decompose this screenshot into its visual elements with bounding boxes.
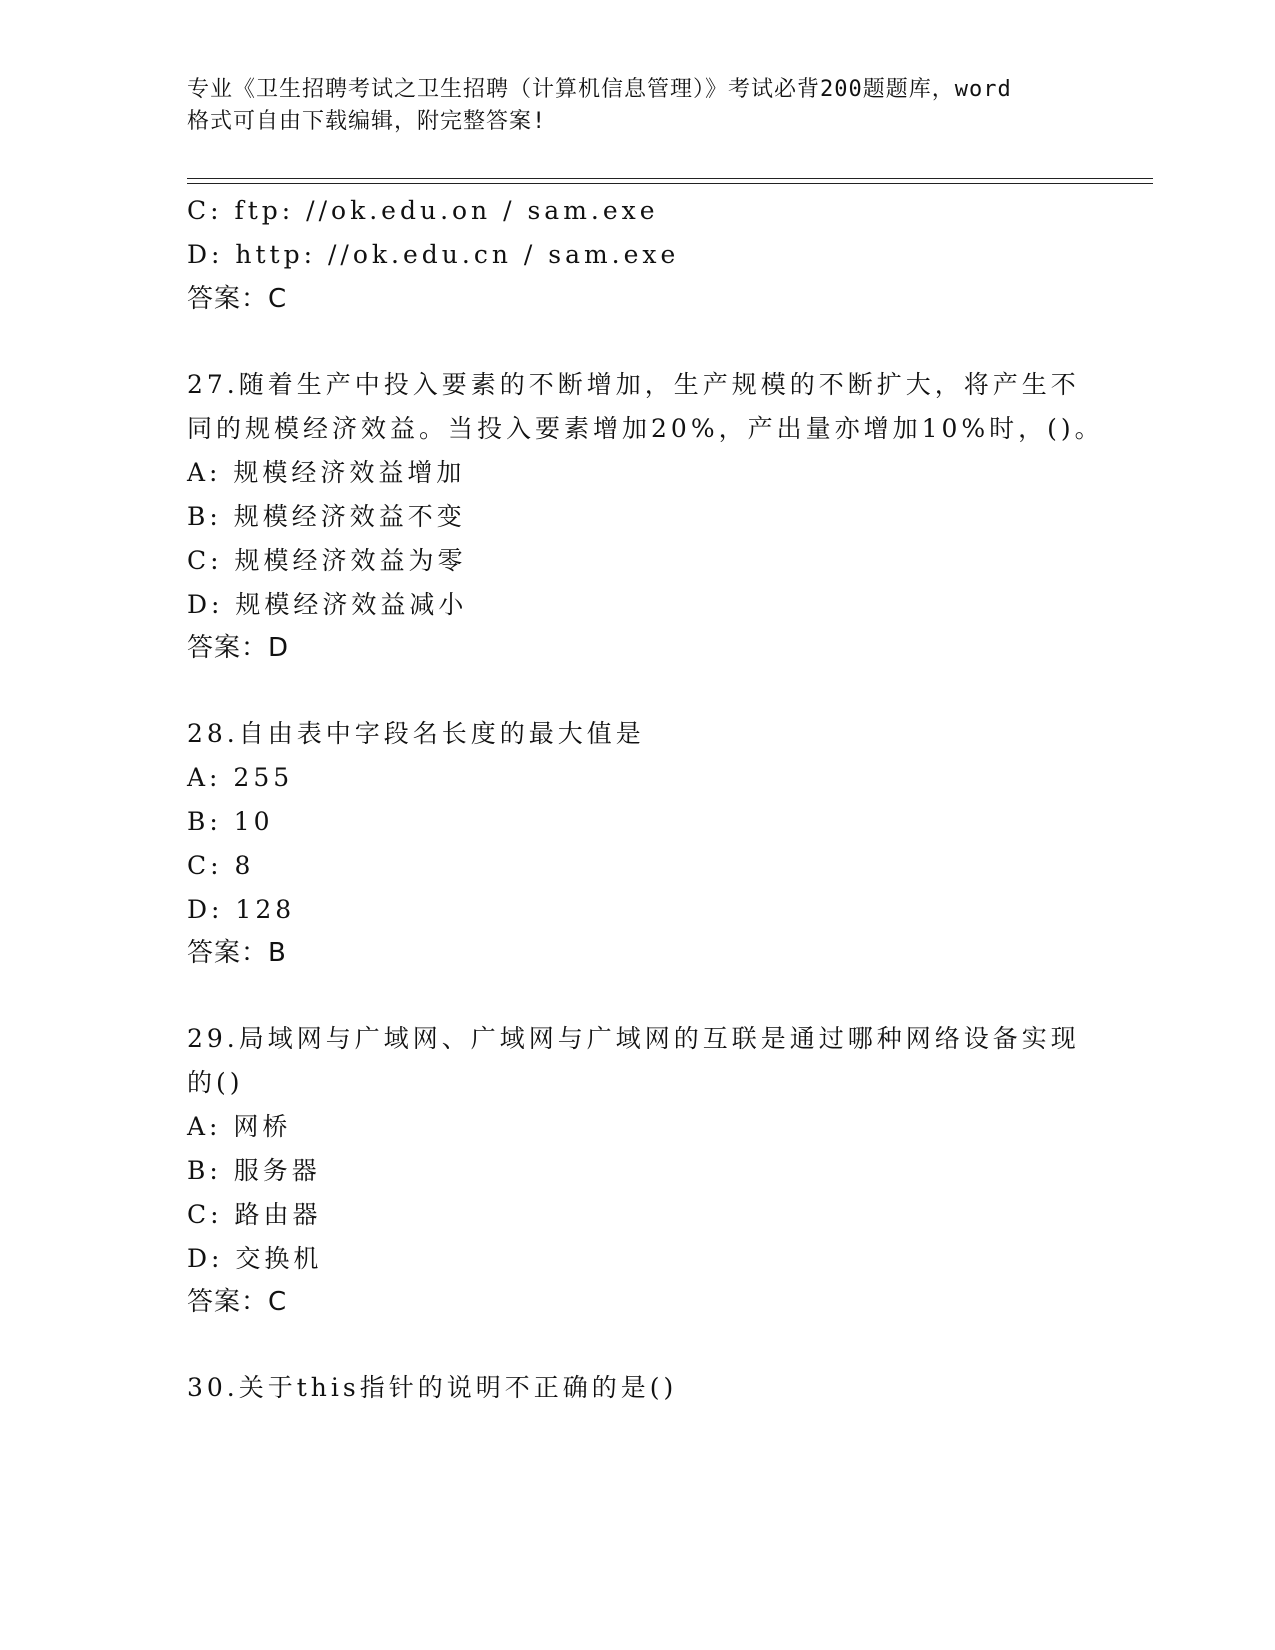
document-header [187,74,1087,138]
q28-option-c: C: 8 [187,851,255,880]
q28-option-b: B: 10 [187,807,274,836]
q30-stem-line-1: 30.关于this指针的说明不正确的是() [187,1373,678,1402]
q26-answer: 答案：C [187,284,288,314]
q29-option-c: C: 路由器 [187,1200,322,1229]
q28-stem-line-1: 28.自由表中字段名长度的最大值是 [187,719,645,748]
q26-option-d: D: http: //ok.edu.cn / sam.exe [187,240,680,269]
q29-option-d: D: 交换机 [187,1244,323,1273]
q27-option-d: D: 规模经济效益减小 [187,590,468,619]
q28-answer: 答案：B [187,938,287,968]
q27-option-b: B: 规模经济效益不变 [187,502,466,531]
q26-option-c: C: ftp: //ok.edu.on / sam.exe [187,196,659,225]
q29-stem-line-1: 29.局域网与广域网、广域网与广域网的互联是通过哪种网络设备实现 [187,1024,1080,1053]
q27-option-a: A: 规模经济效益增加 [187,458,466,487]
q28-option-a: A: 255 [187,763,294,792]
header-rule-bottom [187,183,1153,184]
q29-option-b: B: 服务器 [187,1156,321,1185]
q29-answer: 答案：C [187,1287,288,1317]
q27-option-c: C: 规模经济效益为零 [187,546,467,575]
header-rule-top [187,178,1153,179]
q29-option-a: A: 网桥 [187,1112,292,1141]
header-line-2: 格式可自由下载编辑，附完整答案! [187,109,547,134]
header-line-1: 专业《卫生招聘考试之卫生招聘（计算机信息管理）》考试必背200题题库，word [187,77,1012,102]
q29-stem-line-2: 的() [187,1068,244,1097]
q27-stem-line-2: 同的规模经济效益。当投入要素增加20%，产出量亦增加10%时，()。 [187,414,1104,443]
q27-stem-line-1: 27.随着生产中投入要素的不断增加，生产规模的不断扩大，将产生不 [187,370,1080,399]
q28-option-d: D: 128 [187,895,296,924]
q27-answer: 答案：D [187,633,290,663]
